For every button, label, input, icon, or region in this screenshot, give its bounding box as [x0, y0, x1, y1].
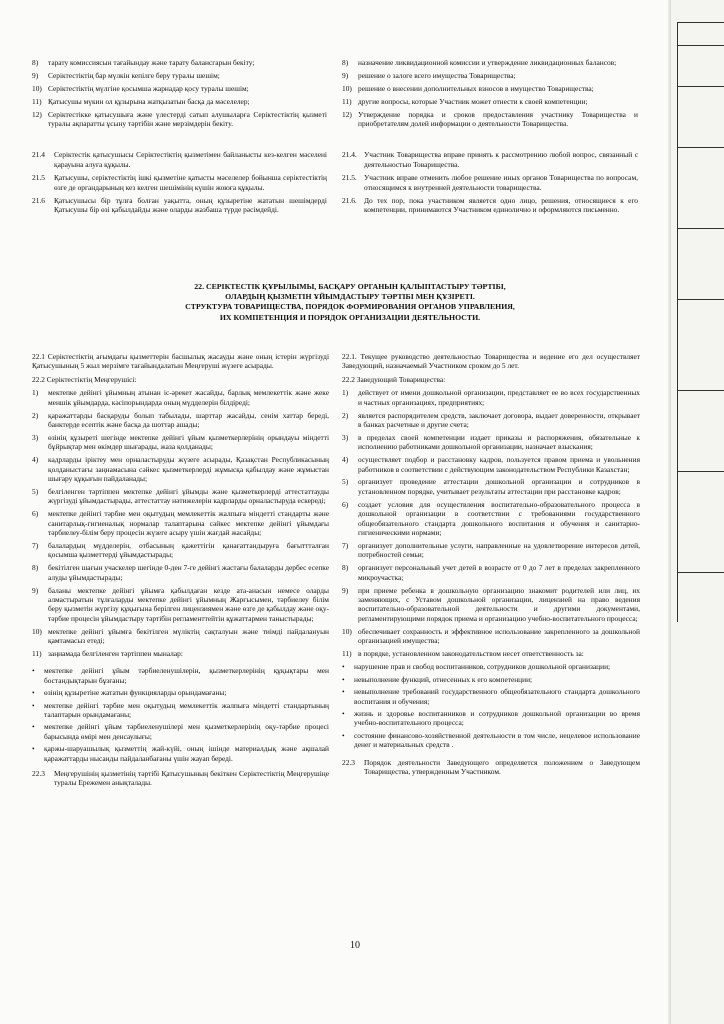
item-number: 2): [32, 410, 39, 420]
left-intro: 22.1 Серіктестіктің ағымдағы қызметтерін басшылық жасауды және оның істерін жүргізуді Қатысушының 5 жыл мерзімге тағайындалатын Меңгеруші жүзеге асырады.: [32, 352, 329, 371]
list-item: [32, 84, 327, 93]
item-text: осуществляет подбор и расстановку кадров, пользуется правом приема и увольнения работников в соответствии с действующим законодательством Республики Казахстан;: [358, 455, 640, 474]
right-intro: 22.1. Текущее руководство деятельностью Товарищества и ведение его дел осуществляет Заведующий, назначаемый Участником сроком до 5 лет.: [342, 352, 640, 371]
list-item: [342, 586, 640, 624]
item-text: кадрларды іріктеу мен орналастыруды жүзеге асырады, Қазақстан Республикасының қолданыстағы заңнамасына сәйкес қызметкерлерді жұмысқа қабылдау және жұмыстан шығару құқығын пайдаланады;: [48, 455, 329, 483]
left-final-clause: [32, 769, 329, 788]
section-clause: [32, 196, 327, 215]
left-duties-list: [32, 388, 329, 658]
item-number: 9): [342, 585, 349, 595]
section-heading: [70, 282, 630, 323]
item-text: назначение ликвидационной комиссии и утверждение ликвидационных балансов;: [358, 58, 617, 67]
heading-line: ИХ КОМПЕТЕНЦИЯ И ПОРЯДОК ОРГАНИЗАЦИИ ДЕЯТЕЛЬНОСТИ.: [219, 312, 481, 322]
item-number: 21.5: [32, 173, 45, 183]
item-text: заңнамада белгіленген тәртіппен мыналар:: [48, 648, 183, 658]
item-text: является распорядителем средств, заключает договора, выдает доверенности, открывает в банках расчетные и другие счета;: [358, 410, 640, 429]
item-text: решение о внесении дополнительных взносов в имущество Товарищества;: [358, 83, 594, 93]
bullet-item: [32, 688, 329, 697]
item-text: мектепке дейінгі ұйымның атынан іс-әрекет жасайды, барлық мемлекеттік және жеке меншік ұйымдарда, кәсіпорындарда оның мүдделерін білдіреді;: [48, 388, 329, 407]
item-number: 12): [342, 109, 352, 119]
heading-line: ОЛАРДЫҢ ҚЫЗМЕТІН ҰЙЫМДАСТЫРУ ТӘРТІБІ МЕН ҚҰЗІРЕТІ.: [225, 292, 475, 302]
item-text: при приеме ребенка в дошкольную организацию знакомит родителей или лиц, их заменяющих, с Уставом дошкольной организации, лицензией на право ведения воспитательно-образовательной деятельности и другими документами, регламентирующими порядок приема и организацию учебно-воспитательного процесса;: [358, 585, 640, 623]
item-number: 21.6: [32, 196, 45, 206]
heading-line: СТРУКТУРА ТОВАРИЩЕСТВА, ПОРЯДОК ФОРМИРОВАНИЯ ОРГАНОВ УПРАВЛЕНИЯ,: [185, 302, 515, 312]
item-text: тарату комиссиясын тағайындау және тарату балансгарын бекіту;: [48, 58, 255, 67]
bullet-icon: •: [342, 674, 345, 684]
item-text: Серіктестікке қатысушыға және үлестерді сатып алушыларға Серіктестіктің қызметі туралы ақпаратты ұсыну тәртібін және мерзімдерін бекіту.: [48, 109, 327, 129]
section-clause: [32, 173, 327, 192]
item-number: 2): [342, 410, 349, 420]
item-number: 6): [32, 509, 39, 519]
item-text: балалардың мүдделерін, отбасының қажеттігін қанағаттандыруға бағыттталған қосымша қызметтерді ұйымдастырады;: [48, 540, 329, 560]
item-number: 21.4: [32, 150, 45, 160]
item-text: другие вопросы, которые Участник может отнести к своей компетенции;: [358, 96, 588, 106]
bullet-text: мектепке дейінгі тәрбие мен оқытудың мемлекеттік жалпыға міндетті стандартының талаптарын орындамағаны;: [44, 700, 329, 719]
bullet-item: [342, 731, 640, 750]
list-item: [342, 58, 638, 67]
clause-number: 22.3: [32, 769, 45, 779]
bullet-icon: •: [32, 666, 35, 676]
list-item: [32, 110, 327, 129]
item-number: 3): [32, 432, 39, 442]
item-text: организует дополнительные услуги, направленные на удовлетворение интересов детей, потребностей семьи;: [358, 540, 640, 560]
item-text: обеспечивает сохранность и эффективное использование закрепленного за дошкольной организацией имущества;: [358, 626, 640, 646]
bullet-icon: •: [32, 722, 35, 732]
item-number: 12): [32, 109, 42, 119]
bottom-right-column: [342, 352, 640, 780]
item-number: 21.5.: [342, 173, 357, 183]
bullet-text: мектепке дейінгі ұйым тәрбиеленушілері мен қызметкерлерінің оқу-тәрбие процесі барысында өмірі мен денсаулығы;: [44, 722, 329, 741]
top-right-sections: [342, 150, 638, 214]
item-text: Қатысушы мүкин ол құзырына жатқызатын басқа да мәселелер;: [48, 96, 250, 106]
section-clause: [342, 150, 638, 169]
list-item: [342, 627, 640, 646]
adjacent-page-edge: [670, 0, 724, 1024]
item-text: действует от имени дошкольной организации, представляет ее во всех государственных и частных организациях, предприятиях;: [358, 388, 640, 407]
section-clause: [32, 150, 327, 169]
bottom-left-column: [32, 352, 329, 792]
top-left-list: [32, 58, 327, 128]
item-text: бекітілген шағын учаскелер шегінде 0-ден 7-ге дейінгі жастағы балаларды дербес есепке алуды ұйымдастырады;: [48, 563, 329, 582]
clause-number: 22.3: [342, 757, 355, 767]
page-number: 10: [350, 940, 360, 951]
bullet-text: нарушение прав и свобод воспитанников, сотрудников дошкольной организации;: [354, 662, 611, 672]
item-number: 8): [342, 58, 349, 67]
bullet-text: состояние финансово-хозяйственной деятельности в том числе, нецелевое использование денег и материальных средств .: [354, 730, 640, 750]
right-responsibility-list: [342, 662, 640, 749]
top-left-column: [32, 58, 327, 219]
list-item: [32, 97, 327, 106]
clause-text: Меңгерушінің қызметінің тәртібі Қатысушының бекіткен Серіктестіктің Меңгерушіңе туралы Ережемен анықталады.: [54, 769, 329, 788]
item-text: қаражаттарды басқаруды болып табылады, шарттар жасайды, сенім хаттар береді, банктерде есептік және басқа да шоттар ашады;: [48, 410, 329, 429]
list-item: [32, 388, 329, 407]
item-number: 11): [342, 96, 352, 106]
list-item: [32, 487, 329, 506]
list-item: [342, 411, 640, 430]
item-text: Серіктестіктің мүлгіне қосымша жарнадар қосу туралы шешім;: [48, 83, 249, 93]
bullet-text: өзінің құзыретіне жататын функцияларды орындамағаны;: [44, 688, 227, 698]
list-item: [342, 649, 640, 658]
item-number: 7): [342, 540, 349, 550]
bullet-icon: •: [32, 700, 35, 710]
list-item: [32, 411, 329, 430]
item-text: өзінің құзыреті шегінде мектепке дейінгі ұйым қызметкерлерінің орындауы міндетті бұйрықтар мен өкімдер шығарады, жаза қолданады;: [48, 432, 329, 452]
item-number: 4): [342, 455, 349, 465]
list-item: [342, 477, 640, 496]
bullet-item: [342, 687, 640, 706]
list-item: [342, 71, 638, 80]
item-number: 10): [342, 83, 352, 93]
item-number: 21.4.: [342, 150, 357, 160]
item-number: 7): [32, 540, 39, 550]
top-left-sections: [32, 150, 327, 214]
heading-line: 22. СЕРІКТЕСТІК ҚҰРЫЛЫМЫ, БАСҚАРУ ОРГАНЫН ҚАЛЫПТАСТЫРУ ТӘРТІБІ,: [194, 282, 506, 291]
list-item: [342, 110, 638, 129]
list-item: [342, 563, 640, 582]
item-number: 8): [342, 563, 349, 573]
bullet-item: [342, 709, 640, 728]
list-item: [32, 586, 329, 624]
item-text: Участник вправе отменить любое решение иных органов Товарищества по вопросам, относящимся к внутренней деятельности товарищества.: [364, 173, 638, 192]
list-item: [342, 455, 640, 474]
bullet-text: жизнь и здоровье воспитанников и сотрудников дошкольной организации во время учебно-воспитательного процесса;: [354, 709, 640, 728]
item-number: 1): [32, 388, 39, 398]
left-responsibility-list: [32, 666, 329, 763]
item-number: 10): [32, 626, 42, 636]
bullet-icon: •: [342, 687, 345, 697]
list-item: [342, 433, 640, 452]
bullet-text: мектепке дейінгі ұйым тәрбиеленушілерін, қызметкерлерінің құқықтары мен бостандықтарын бұзғаны;: [44, 666, 329, 685]
item-text: создает условия для осуществления воспитательно-образовательного процесса в дошкольной организации в соответствии с требованиями государственного общеобязательного стандарта дошкольного воспитания и обучения и санитарно-гигиеническими нормами;: [358, 499, 640, 537]
list-item: [32, 58, 327, 67]
clause-text: Порядок деятельности Заведующего определяется положением о Заведующем Товарищества, утвержденным Участником.: [364, 757, 640, 777]
item-number: 9): [32, 585, 39, 595]
item-text: организует проведение аттестации дошкольной организации и сотрудников в установленном порядке, учитывает результаты аттестации при расстановке кадров;: [358, 477, 640, 496]
item-text: Серіктестік қатысушысы Серіктестіктің қызметімен байланысты кез-келген мәселені қарауына алуға құқылы.: [54, 150, 327, 169]
item-number: 6): [342, 499, 349, 509]
top-right-list: [342, 58, 638, 128]
list-item: [32, 649, 329, 658]
bullet-item: [32, 666, 329, 685]
list-item: [32, 455, 329, 483]
item-text: организует персональный учет детей в возрасте от 0 до 7 лет в пределах закрепленного микроучастка;: [358, 563, 640, 582]
item-number: 1): [342, 388, 349, 398]
list-item: [342, 500, 640, 538]
bullet-icon: •: [342, 709, 345, 718]
list-item: [342, 541, 640, 560]
item-number: 11): [32, 648, 42, 658]
item-text: Участник Товарищества вправе принять к рассмотрению любой вопрос, связанный с деятельностью Товарищества.: [364, 150, 638, 169]
item-text: мектепке дейінгі ұйымға бекітілген мүліктің сақталуын және тиімді пайдалануын қамтамасыз етеді;: [48, 626, 329, 646]
section-clause: [342, 173, 638, 192]
adjacent-page-table-lines: [677, 22, 724, 622]
list-item: [342, 84, 638, 93]
bullet-icon: •: [32, 688, 35, 698]
item-text: Серіктестіктің бар мүлкін кепілге беру туралы шешім;: [48, 70, 220, 80]
item-number: 5): [32, 486, 39, 496]
item-number: 10): [32, 83, 42, 93]
item-number: 4): [32, 455, 39, 465]
item-number: 11): [342, 648, 352, 658]
top-right-column: [342, 58, 638, 219]
right-subheading: 22.2 Заведующий Товарищества:: [342, 374, 446, 384]
list-item: [342, 388, 640, 407]
item-number: 21.6.: [342, 196, 357, 206]
item-number: 8): [32, 563, 39, 573]
bullet-text: невыполнение требований государственного общеобязательного стандарта дошкольного воспитания и обучения;: [354, 687, 640, 706]
bullet-item: [342, 675, 640, 684]
item-text: Қатысушы, серіктестіктің ішкі қызметіне қатысты мәселелер бойынша серіктестіктің өзге де органдарының кез келген шешімінің күшін жоюға құқылы.: [54, 173, 327, 192]
list-item: [32, 541, 329, 560]
bullet-icon: •: [32, 744, 35, 754]
list-item: [32, 509, 329, 537]
item-text: решение о залоге всего имущества Товарищества;: [358, 70, 516, 80]
item-number: 11): [32, 96, 42, 106]
right-final-clause: [342, 758, 640, 777]
bullet-item: [32, 744, 329, 763]
item-text: Утверждение порядка и сроков предоставления участнику Товарищества и приобретателям долей информации о деятельности Товарищества.: [358, 109, 638, 129]
item-text: До тех пор, пока участником является одно лицо, решения, относящиеся к его компетенции, принимаются Участником единолично и оформляются письменно.: [364, 196, 638, 215]
bullet-item: [32, 701, 329, 720]
item-number: 10): [342, 626, 352, 636]
right-duties-list: [342, 388, 640, 658]
list-item: [32, 433, 329, 452]
list-item: [342, 97, 638, 106]
item-number: 9): [342, 70, 349, 80]
item-number: 9): [32, 70, 39, 80]
bullet-text: невыполнение функций, отнесенных к его компетенции;: [354, 674, 533, 684]
list-item: [32, 627, 329, 646]
item-text: белгіленген тәртіппен мектепке дейінгі ұйымды және қызметкерлерді аттестаттауды жүргізуді ұйымдастырады, аттестаттау нәтижелерін кадрларды орналастыруда ескереді;: [48, 486, 329, 506]
bullet-item: [32, 722, 329, 741]
list-item: [32, 563, 329, 582]
bullet-icon: •: [342, 662, 345, 672]
item-text: в пределах своей компетенции издает приказы и распоряжения, обязательные к исполнению работниками дошкольной организации, назначает взыскания;: [358, 432, 640, 452]
bullet-icon: •: [342, 730, 345, 740]
section-clause: [342, 196, 638, 215]
item-text: мектепке дейінгі тәрбие мен оқытудың мемлекеттік жалпыға міндетті стандарты және санитарлық-гигиеналық нормалар талаптарына сәйкес мектепке дейінгі ұйымдағы тәрбиелеу-білім беру процесін жүзеге асыру үшін жағдай жасайды;: [48, 509, 329, 537]
item-number: 5): [342, 477, 349, 487]
item-number: 3): [342, 432, 349, 442]
left-subheading: 22.2 Серіктестіктің Меңгерушісі:: [32, 374, 137, 384]
bullet-item: [342, 662, 640, 671]
item-text: баланы мектепке дейінгі ұйымға қабылдаған кезде ата-анасын немесе оларды алмастыратын тұлғаларды мектепке дейінгі ұйымның Жарғысымен, тәрбиелеу білім беру қызметін жүргізу құқығына берілген лицензиямен және өзге де қабылдау және оқу-тәрбие процесін ұйымдастыру тәртібін регламенттейтін құжаттармен таныстырады;: [48, 585, 329, 623]
item-text: Қатысушысы бір тұлға болған уақытта, оның құзыретіне жататын шешімдерді Қатысушы бір өзі қабылдайды және оларды жазбаша түрде рәсімдейді.: [54, 196, 327, 215]
item-text: в порядке, установленном законодательством несет ответственность за:: [358, 648, 584, 658]
bullet-text: қаржы-шаруашылық қызметтің жай-күйі, оның ішінде материалдық және ақшалай қаражаттарды нысанды пайдаланбағаны үшін жауап береді.: [44, 744, 329, 763]
list-item: [32, 71, 327, 80]
item-number: 8): [32, 58, 39, 67]
